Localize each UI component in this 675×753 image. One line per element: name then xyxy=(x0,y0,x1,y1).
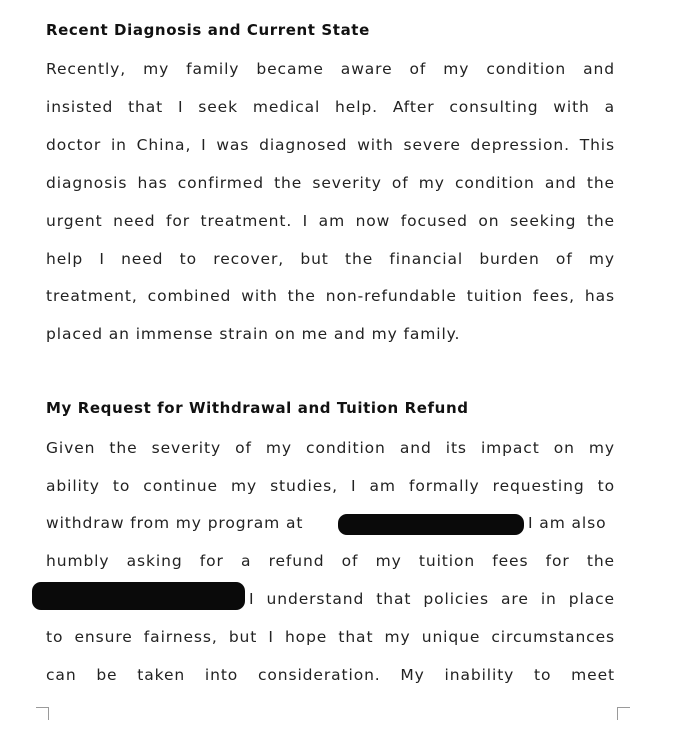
paragraph-line: Given the severity of my condition and its impact on my xyxy=(46,439,615,457)
page-corner-mark-right xyxy=(617,707,630,720)
paragraph-line: I am also xyxy=(528,514,607,532)
paragraph-line: to ensure fairness, but I hope that my unique circumstances xyxy=(46,628,615,646)
paragraph-line: diagnosis has confirmed the severity of my condition and the xyxy=(46,174,615,192)
paragraph-line: I understand that policies are in place xyxy=(249,590,615,608)
paragraph-line: help I need to recover, but the financial burden of my xyxy=(46,250,615,268)
redaction-mark xyxy=(32,582,245,610)
paragraph-line: humbly asking for a refund of my tuition fees for the xyxy=(46,552,615,570)
paragraph-line: doctor in China, I was diagnosed with severe depression. This xyxy=(46,136,615,154)
paragraph-line: withdraw from my program at xyxy=(46,514,304,532)
paragraph-line: can be taken into consideration. My inability to meet xyxy=(46,666,615,684)
paragraph-line: treatment, combined with the non-refundable tuition fees, has xyxy=(46,287,615,305)
paragraph-line: urgent need for treatment. I am now focused on seeking the xyxy=(46,212,615,230)
redaction-mark xyxy=(338,514,524,535)
paragraph-line: placed an immense strain on me and my family. xyxy=(46,325,461,343)
page-corner-mark-left xyxy=(36,707,49,720)
section-heading-diagnosis: Recent Diagnosis and Current State xyxy=(46,21,370,39)
paragraph-line: ability to continue my studies, I am formally requesting to xyxy=(46,477,615,495)
paragraph-line: insisted that I seek medical help. After consulting with a xyxy=(46,98,615,116)
section-heading-withdrawal: My Request for Withdrawal and Tuition Refund xyxy=(46,399,469,417)
paragraph-line: Recently, my family became aware of my condition and xyxy=(46,60,615,78)
